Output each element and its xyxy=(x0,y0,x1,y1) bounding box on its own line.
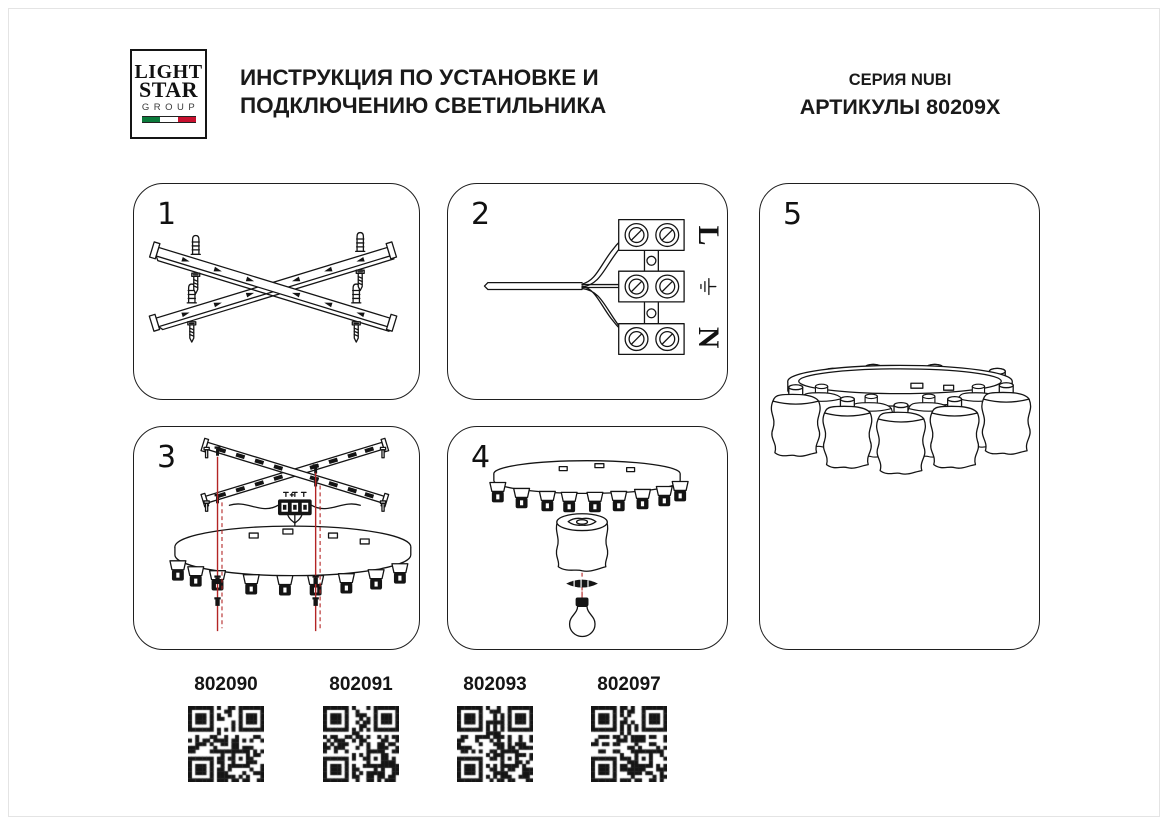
page-title xyxy=(240,64,606,120)
diagram-ring-alignment xyxy=(134,427,419,649)
neutral-label: N xyxy=(691,326,724,349)
article-code: 802097 xyxy=(597,674,661,695)
step-panel-1 xyxy=(133,183,420,400)
article-code: 802093 xyxy=(463,674,527,695)
lightstar-logo xyxy=(130,49,207,139)
fixing-screws xyxy=(214,575,318,605)
series-label: СЕРИЯ NUBI xyxy=(848,71,952,89)
articles-title: АРТИКУЛЫ 80209X xyxy=(799,95,1001,119)
step-number-4: 4 xyxy=(471,440,491,475)
line-label: L xyxy=(691,225,724,246)
article-code: 802090 xyxy=(194,674,258,695)
lamp-shade xyxy=(556,514,607,572)
article-column xyxy=(323,674,399,782)
ground-icon xyxy=(701,279,716,295)
page-title-line2: ПОДКЛЮЧЕНИЮ СВЕТИЛЬНИКА xyxy=(240,93,607,118)
step-panel-3 xyxy=(133,426,420,650)
step-panel-5 xyxy=(759,183,1040,650)
step-panel-4 xyxy=(447,426,728,650)
step-number-1: 1 xyxy=(157,197,177,232)
qr-code xyxy=(591,706,667,782)
diagram-mounting-brackets xyxy=(134,184,419,399)
step-number-3: 3 xyxy=(157,440,177,475)
page-title-line1: ИНСТРУКЦИЯ ПО УСТАНОВКЕ И xyxy=(240,65,599,90)
article-code: 802091 xyxy=(329,674,393,695)
qr-code xyxy=(323,706,399,782)
step-number-5: 5 xyxy=(783,197,803,232)
step-number-2: 2 xyxy=(471,197,491,232)
italian-flag-stripe xyxy=(142,116,196,123)
logo-word-group: GROUP xyxy=(141,102,200,113)
diagram-assembled-chandelier xyxy=(760,184,1039,649)
qr-code xyxy=(188,706,264,782)
article-column xyxy=(591,674,667,782)
terminal-block xyxy=(619,220,684,355)
qr-code xyxy=(457,706,533,782)
gasket-ring xyxy=(566,579,598,587)
step-panel-2 xyxy=(447,183,728,400)
article-column xyxy=(457,674,533,782)
logo-word-star: STAR xyxy=(138,77,199,102)
light-bulb-icon xyxy=(570,597,595,636)
ceiling-ring xyxy=(175,526,411,576)
logo-word-light: LIGHT xyxy=(134,61,203,83)
article-column xyxy=(188,674,264,782)
